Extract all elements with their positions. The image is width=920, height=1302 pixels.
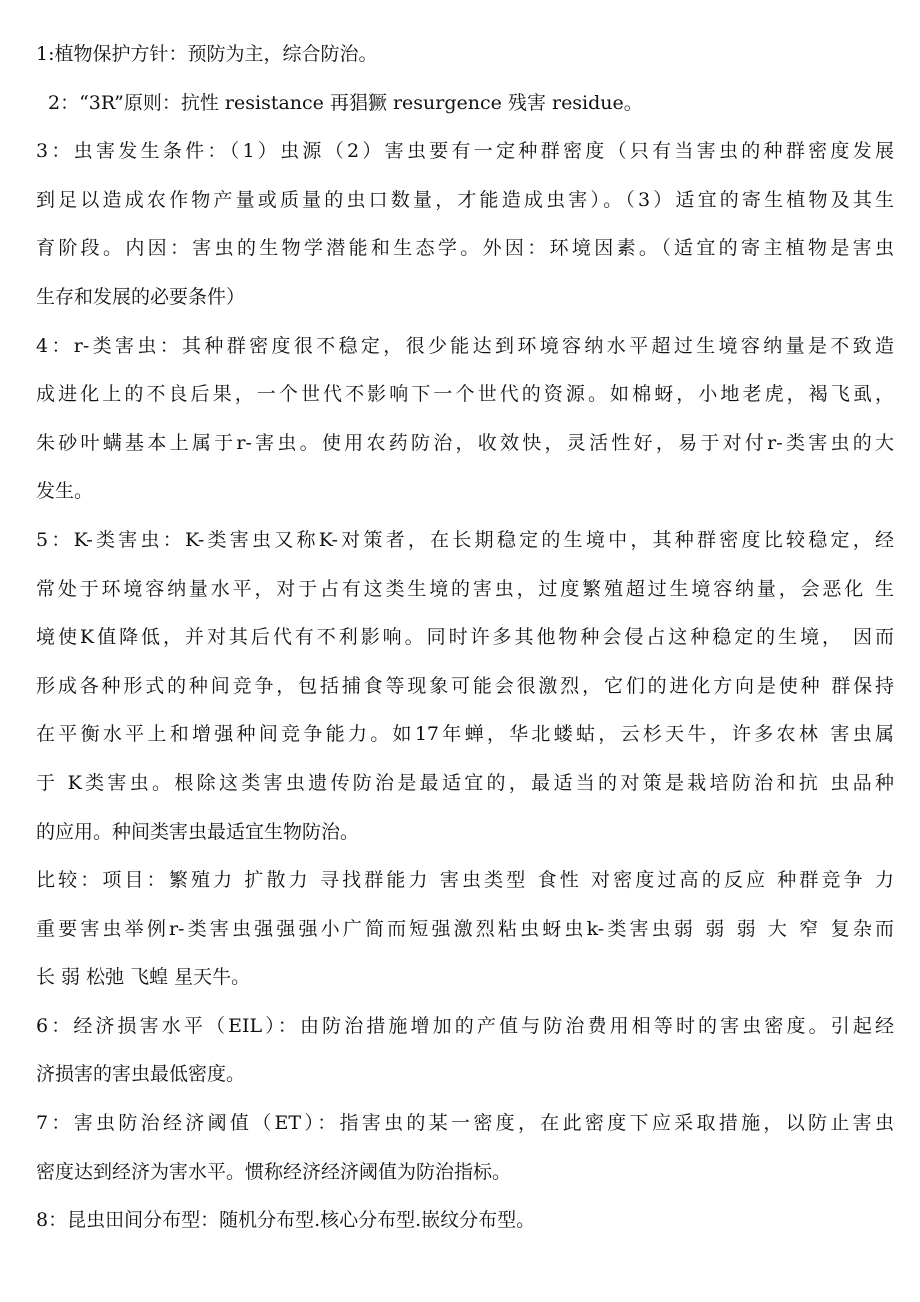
text-line: 生存和发展的必要条件） (36, 285, 246, 308)
text-line: 8：昆虫田间分布型：随机分布型.核心分布型.嵌纹分布型。 (36, 1209, 536, 1232)
text-line: 于 K类害虫。根除这类害虫遗传防治是最适宜的，最适当的对策是栽培防治和抗 虫品种 (36, 771, 894, 794)
text-line: 形成各种形式的种间竞争，包括捕食等现象可能会很激烈，它们的进化方向是使种 群保持 (36, 674, 894, 697)
text-line: 比较：项目：繁殖力 扩散力 寻找群能力 害虫类型 食性 对密度过高的反应 种群竞争 力 (36, 869, 894, 892)
text-line: 2：“3R”原则：抗性 resistance 再猖獗 resurgence 残害 residue。 (48, 91, 643, 114)
text-line: 发生。 (36, 480, 94, 503)
text-line: 5：K-类害虫：K-类害虫又称K-对策者，在长期稳定的生境中，其种群密度比较稳定，经 (36, 528, 894, 551)
text-line: 育阶段。内因：害虫的生物学潜能和生态学。外因：环境因素。（适宜的寄主植物是害虫 (36, 237, 894, 260)
text-line: 成进化上的不良后果，一个世代不影响下一个世代的资源。如棉蚜，小地老虎，褐飞虱， (36, 383, 894, 406)
text-line: 重要害虫举例r-类害虫强强强小广简而短强激烈粘虫蚜虫k-类害虫弱 弱 弱 大 窄 复杂而 (36, 917, 894, 940)
text-line: 3：虫害发生条件：（1）虫源（2）害虫要有一定种群密度（只有当害虫的种群密度发展 (36, 140, 894, 163)
text-line: 6：经济损害水平（EIL）：由防治措施增加的产值与防治费用相等时的害虫密度。引起经 (36, 1014, 894, 1037)
text-line: 4：r-类害虫：其种群密度很不稳定，很少能达到环境容纳水平超过生境容纳量是不致造 (36, 334, 894, 357)
text-line: 济损害的害虫最低密度。 (36, 1063, 246, 1086)
text-line: 境使K值降低，并对其后代有不利影响。同时许多其他物种会侵占这种稳定的生境， 因而 (36, 626, 894, 649)
text-line: 长 弱 松弛 飞蝗 星天牛。 (36, 966, 251, 989)
document-body (36, 30, 894, 1245)
text-line: 密度达到经济为害水平。惯称经济经济阈值为防治指标。 (36, 1160, 512, 1183)
text-line: 7：害虫防治经济阈值（ET）：指害虫的某一密度，在此密度下应采取措施，以防止害虫 (36, 1112, 894, 1135)
text-line: 1:植物保护方针：预防为主，综合防治。 (36, 43, 378, 65)
text-line: 朱砂叶螨基本上属于r-害虫。使用农药防治，收效快，灵活性好，易于对付r-类害虫的大 (36, 431, 894, 454)
text-line: 到足以造成农作物产量或质量的虫口数量，才能造成虫害）。（3）适宜的寄生植物及其生 (36, 188, 894, 211)
text-line: 在平衡水平上和增强种间竞争能力。如17年蝉，华北蝼蛄，云杉天牛，许多农林 害虫属 (36, 723, 894, 746)
text-line: 常处于环境容纳量水平，对于占有这类生境的害虫，过度繁殖超过生境容纳量，会恶化 生 (36, 577, 894, 600)
text-line: 的应用。种间类害虫最适宜生物防治。 (36, 820, 360, 843)
